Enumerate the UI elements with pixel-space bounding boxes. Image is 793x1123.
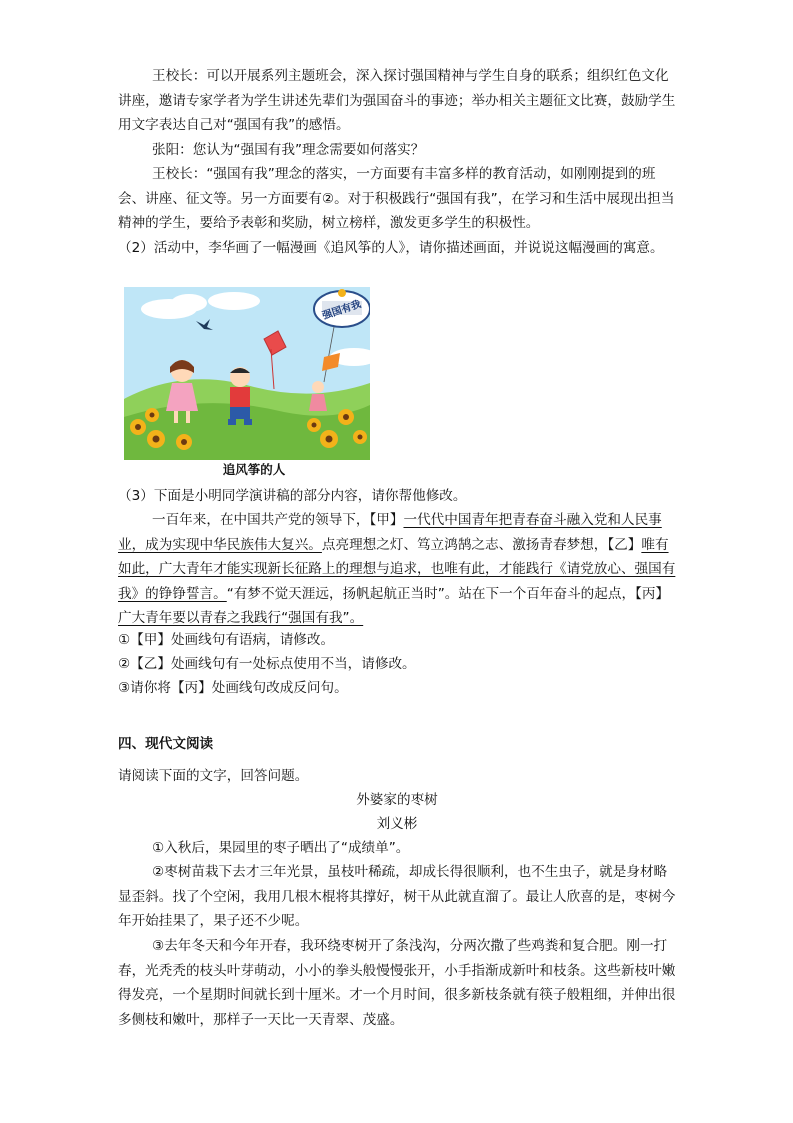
article-author: 刘义彬 bbox=[376, 816, 418, 832]
kite-text: 强国有我 bbox=[321, 299, 363, 322]
question-2-prompt: （2）活动中，李华画了一幅漫画《追风筝的人》，请你描述画面，并说说这幅漫画的寓意。 bbox=[118, 240, 664, 256]
underlined-sentence-bing: 广大青年要以青春之我践行“强国有我”。 bbox=[118, 610, 364, 626]
dialogue-paragraph-3: 王校长：“强国有我”理念的落实，一方面要有丰富多样的教育活动，如刚刚提到的班会、讲座、征文等。另一方面要有②。对于积极践行“强国有我”，在学习和生活中展现出担当精神的学生，要给予表彰和奖励，树立榜样，激发更多学生的积极性。 bbox=[118, 166, 675, 231]
underlined-sentence-yi: 唯有如此，广大青年才能实现新长征路上的理想与追求，也唯有此，才能践行《请党放心、强国有我》的铮铮誓言。 bbox=[118, 536, 676, 602]
question-3-intro: （3）下面是小明同学演讲稿的部分内容，请你帮他修改。 bbox=[118, 488, 467, 504]
article-paragraph-1: ①入秋后，果园里的枣子晒出了“成绩单”。 bbox=[152, 840, 410, 856]
sub-question-2: ②【乙】处画线句有一处标点使用不当，请修改。 bbox=[118, 656, 416, 672]
sub-question-3: ③请你将【丙】处画线句改成反问句。 bbox=[118, 680, 348, 696]
cloud bbox=[171, 294, 207, 312]
speech-sentence-2: 点亮理想之灯、笃立鸿鹄之志、激扬青春梦想，【乙】 bbox=[321, 536, 642, 553]
article-paragraph-2: ②枣树苗栽下去才三年光景，虽枝叶稀疏，却成长得很顺利，也不生虫子，就是身材略显歪斜。找了个空闲，我用几根木棍将其撑好，树干从此就直溜了。最让人欣喜的是，枣树今年开始挂果了，果子还不少呢。 bbox=[118, 864, 676, 929]
underlined-sentence-jia: 一代代中国青年把青春奋斗融入党和人民事业，成为实现中华民族伟大复兴。 bbox=[118, 512, 662, 553]
cloud bbox=[208, 292, 260, 310]
reading-instruction: 请阅读下面的文字，回答问题。 bbox=[118, 768, 309, 784]
comic-drawing bbox=[124, 287, 370, 460]
dialogue-paragraph-1: 王校长：可以开展系列主题班会，深入探讨强国精神与学生自身的联系；组织红色文化讲座，邀请专家学者为学生讲述先辈们为强国奋斗的事迹；举办相关主题征文比赛，鼓励学生用文字表达自己对“强国有我”的感悟。 bbox=[118, 68, 676, 133]
article-paragraph-3: ③去年冬天和今年开春，我环绕枣树开了条浅沟，分两次撒了些鸡粪和复合肥。刚一打春，光秃秃的枝头叶芽萌动，小小的拳头般慢慢张开，小手指渐成新叶和枝条。这些新枝叶嫩得发亮，一个星期时间就长到十厘米。才一个月时间，很多新枝条就有筷子般粗细，并伸出很多侧枝和嫩叶，那样子一天比一天青翠、茂盛。 bbox=[118, 938, 676, 1028]
sub-question-1: ①【甲】处画线句有语病，请修改。 bbox=[118, 632, 335, 648]
article-title: 外婆家的枣树 bbox=[356, 792, 438, 808]
speech-passage bbox=[118, 508, 676, 631]
comic-illustration bbox=[124, 287, 370, 460]
section-heading: 四、现代文阅读 bbox=[118, 736, 214, 752]
dialogue-paragraph-2: 张阳：您认为“强国有我”理念需要如何落实？ bbox=[152, 142, 425, 158]
speech-sentence-1: 一百年来，在中国共产党的领导下，【甲】 bbox=[152, 512, 404, 528]
speech-sentence-3: “有梦不觉天涯远，扬帆起航正当时”。站在下一个百年奋斗的起点，【丙】 bbox=[226, 585, 670, 602]
comic-caption: 追风筝的人 bbox=[222, 462, 286, 477]
boy-figure bbox=[228, 367, 252, 425]
